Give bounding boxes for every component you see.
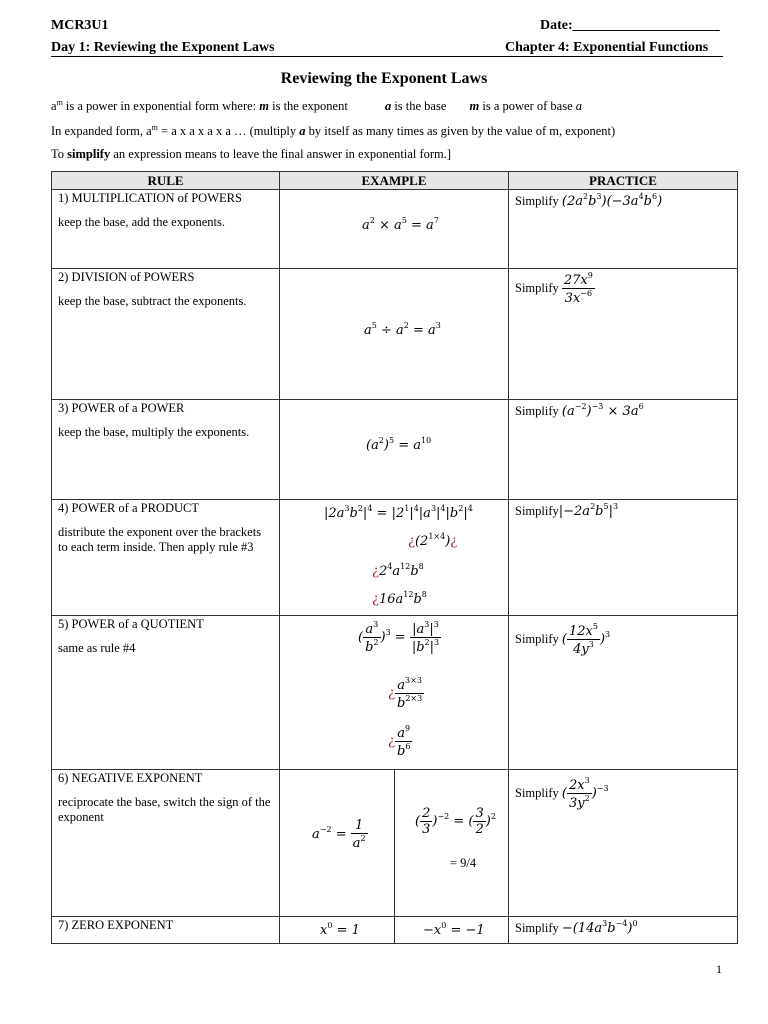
example-math-line-1: $|2a^3b^2|^4 = |2^1|^4|a^3|^4|b^2|^4$	[324, 504, 473, 521]
rule-desc: same as rule #4	[58, 641, 136, 655]
practice-item: Simplify ( $\frac{12x^5}{4y^3}$ )$^3$	[515, 622, 611, 657]
example-math: $a^{-2}$ = $\frac{1}{a^2}$	[312, 818, 366, 851]
example-cell-5	[279, 615, 509, 770]
example-math-line-1: ( $\frac{a^3}{b^2}$ )$^3$ = $\frac{|a^3|^3}{|b^2|^3}$	[358, 620, 440, 655]
rule-cell-7	[51, 916, 280, 944]
rule-name: 5) POWER of a QUOTIENT	[58, 617, 204, 631]
rule-name: 3) POWER of a POWER	[58, 401, 185, 415]
example-cell-6a	[279, 769, 395, 917]
example-math-line-2: ¿$(2^{1\times 4})¿$	[408, 532, 458, 549]
practice-item: Simplify $(2a^2b^3)(-3a^4b^6)$	[515, 192, 663, 209]
page-title: Reviewing the Exponent Laws	[280, 70, 488, 87]
example-cell-7b	[394, 916, 509, 944]
practice-item: Simplify $(a^{-2})^{-3} \times 3a^6$	[515, 402, 644, 419]
rule-cell-4	[51, 499, 280, 616]
header-rule-col: RULE	[51, 171, 280, 190]
example-math: $-x^0 = -1$	[423, 921, 485, 938]
rule-cell-5	[51, 615, 280, 770]
header-practice-col: PRACTICE	[508, 171, 738, 190]
day-title: Day 1: Reviewing the Exponent Laws	[51, 40, 275, 55]
example-cell-7a	[279, 916, 395, 944]
example-cell-3	[279, 399, 509, 500]
practice-cell-3	[508, 399, 738, 500]
date-field: Date:_____________________	[540, 18, 720, 33]
practice-cell-2	[508, 268, 738, 400]
practice-cell-5	[508, 615, 738, 770]
rule-desc: reciprocate the base, switch the sign of the exponent	[58, 795, 271, 824]
practice-item: Simplify $\frac{27x^9}{3x^{-6}}$	[515, 271, 593, 306]
header-rule	[51, 56, 723, 57]
chapter-title: Chapter 4: Exponential Functions	[505, 40, 709, 55]
example-math-line-2: ¿ $\frac{a^{3\times 3}}{b^{2\times 3}}$	[388, 676, 423, 711]
example-cell-1	[279, 189, 509, 269]
example-math-line-3: ¿$2^4a^{12}b^8$	[372, 562, 424, 579]
practice-cell-6	[508, 769, 738, 917]
example-math-line-3: ¿ $\frac{a^9}{b^6}$	[388, 724, 411, 759]
example-result: = 9/4	[450, 856, 477, 870]
rule-cell-6	[51, 769, 280, 917]
example-math: $(a^2)^5 = a^{10}$	[366, 436, 432, 453]
intro-line-2: In expanded form, $a^m = a$ x a x a x a … (multiply a by itself as many times as given by the value of m, exponent)	[51, 123, 616, 139]
header-example-col: EXAMPLE	[279, 171, 509, 190]
intro-line-1: $a^m$ is a power in exponential form where: m is the exponent a is the base m is a power of base a	[51, 98, 582, 114]
course-code: MCR3U1	[51, 18, 109, 33]
rule-cell-1	[51, 189, 280, 269]
practice-item: Simplify ( $\frac{2x^3}{3y^2}$ )$^{-3}$	[515, 776, 609, 811]
example-math: $a^5 \div a^2 = a^3$	[364, 321, 441, 338]
rule-name: 7) ZERO EXPONENT	[58, 918, 174, 932]
practice-item: Simplify $-(14a^3b^{-4})^0$	[515, 919, 638, 936]
practice-cell-4	[508, 499, 738, 616]
example-math: ( $\frac{2}{3}$ )$^{-2}$ = ( $\frac{3}{2}$ )$^2$	[415, 806, 496, 837]
rule-desc: keep the base, add the exponents.	[58, 215, 225, 229]
example-cell-2	[279, 268, 509, 400]
page-number: 1	[716, 962, 722, 976]
rule-name: 1) MULTIPLICATION of POWERS	[58, 191, 242, 205]
example-cell-6b	[394, 769, 509, 917]
practice-cell-7	[508, 916, 738, 944]
practice-cell-1	[508, 189, 738, 269]
example-cell-4	[279, 499, 509, 616]
rule-name: 2) DIVISION of POWERS	[58, 270, 195, 284]
intro-line-3: To simplify an expression means to leave the final answer in exponential form.]	[51, 147, 452, 161]
example-math: $a^2 \times a^5 = a^7$	[362, 216, 439, 233]
practice-item: $Simplify|-2a^2b^5|^3$	[515, 502, 619, 519]
rule-desc: keep the base, subtract the exponents.	[58, 294, 247, 308]
rule-cell-2	[51, 268, 280, 400]
rule-desc: distribute the exponent over the brackets to each term inside. Then apply rule #3	[58, 525, 262, 554]
rule-name: 6) NEGATIVE EXPONENT	[58, 771, 203, 785]
example-math: $x^0 = 1$	[320, 921, 360, 938]
example-math-line-4: ¿$16a^{12}b^8$	[372, 590, 427, 607]
rule-name: 4) POWER of a PRODUCT	[58, 501, 199, 515]
rule-desc: keep the base, multiply the exponents.	[58, 425, 250, 439]
rule-cell-3	[51, 399, 280, 500]
